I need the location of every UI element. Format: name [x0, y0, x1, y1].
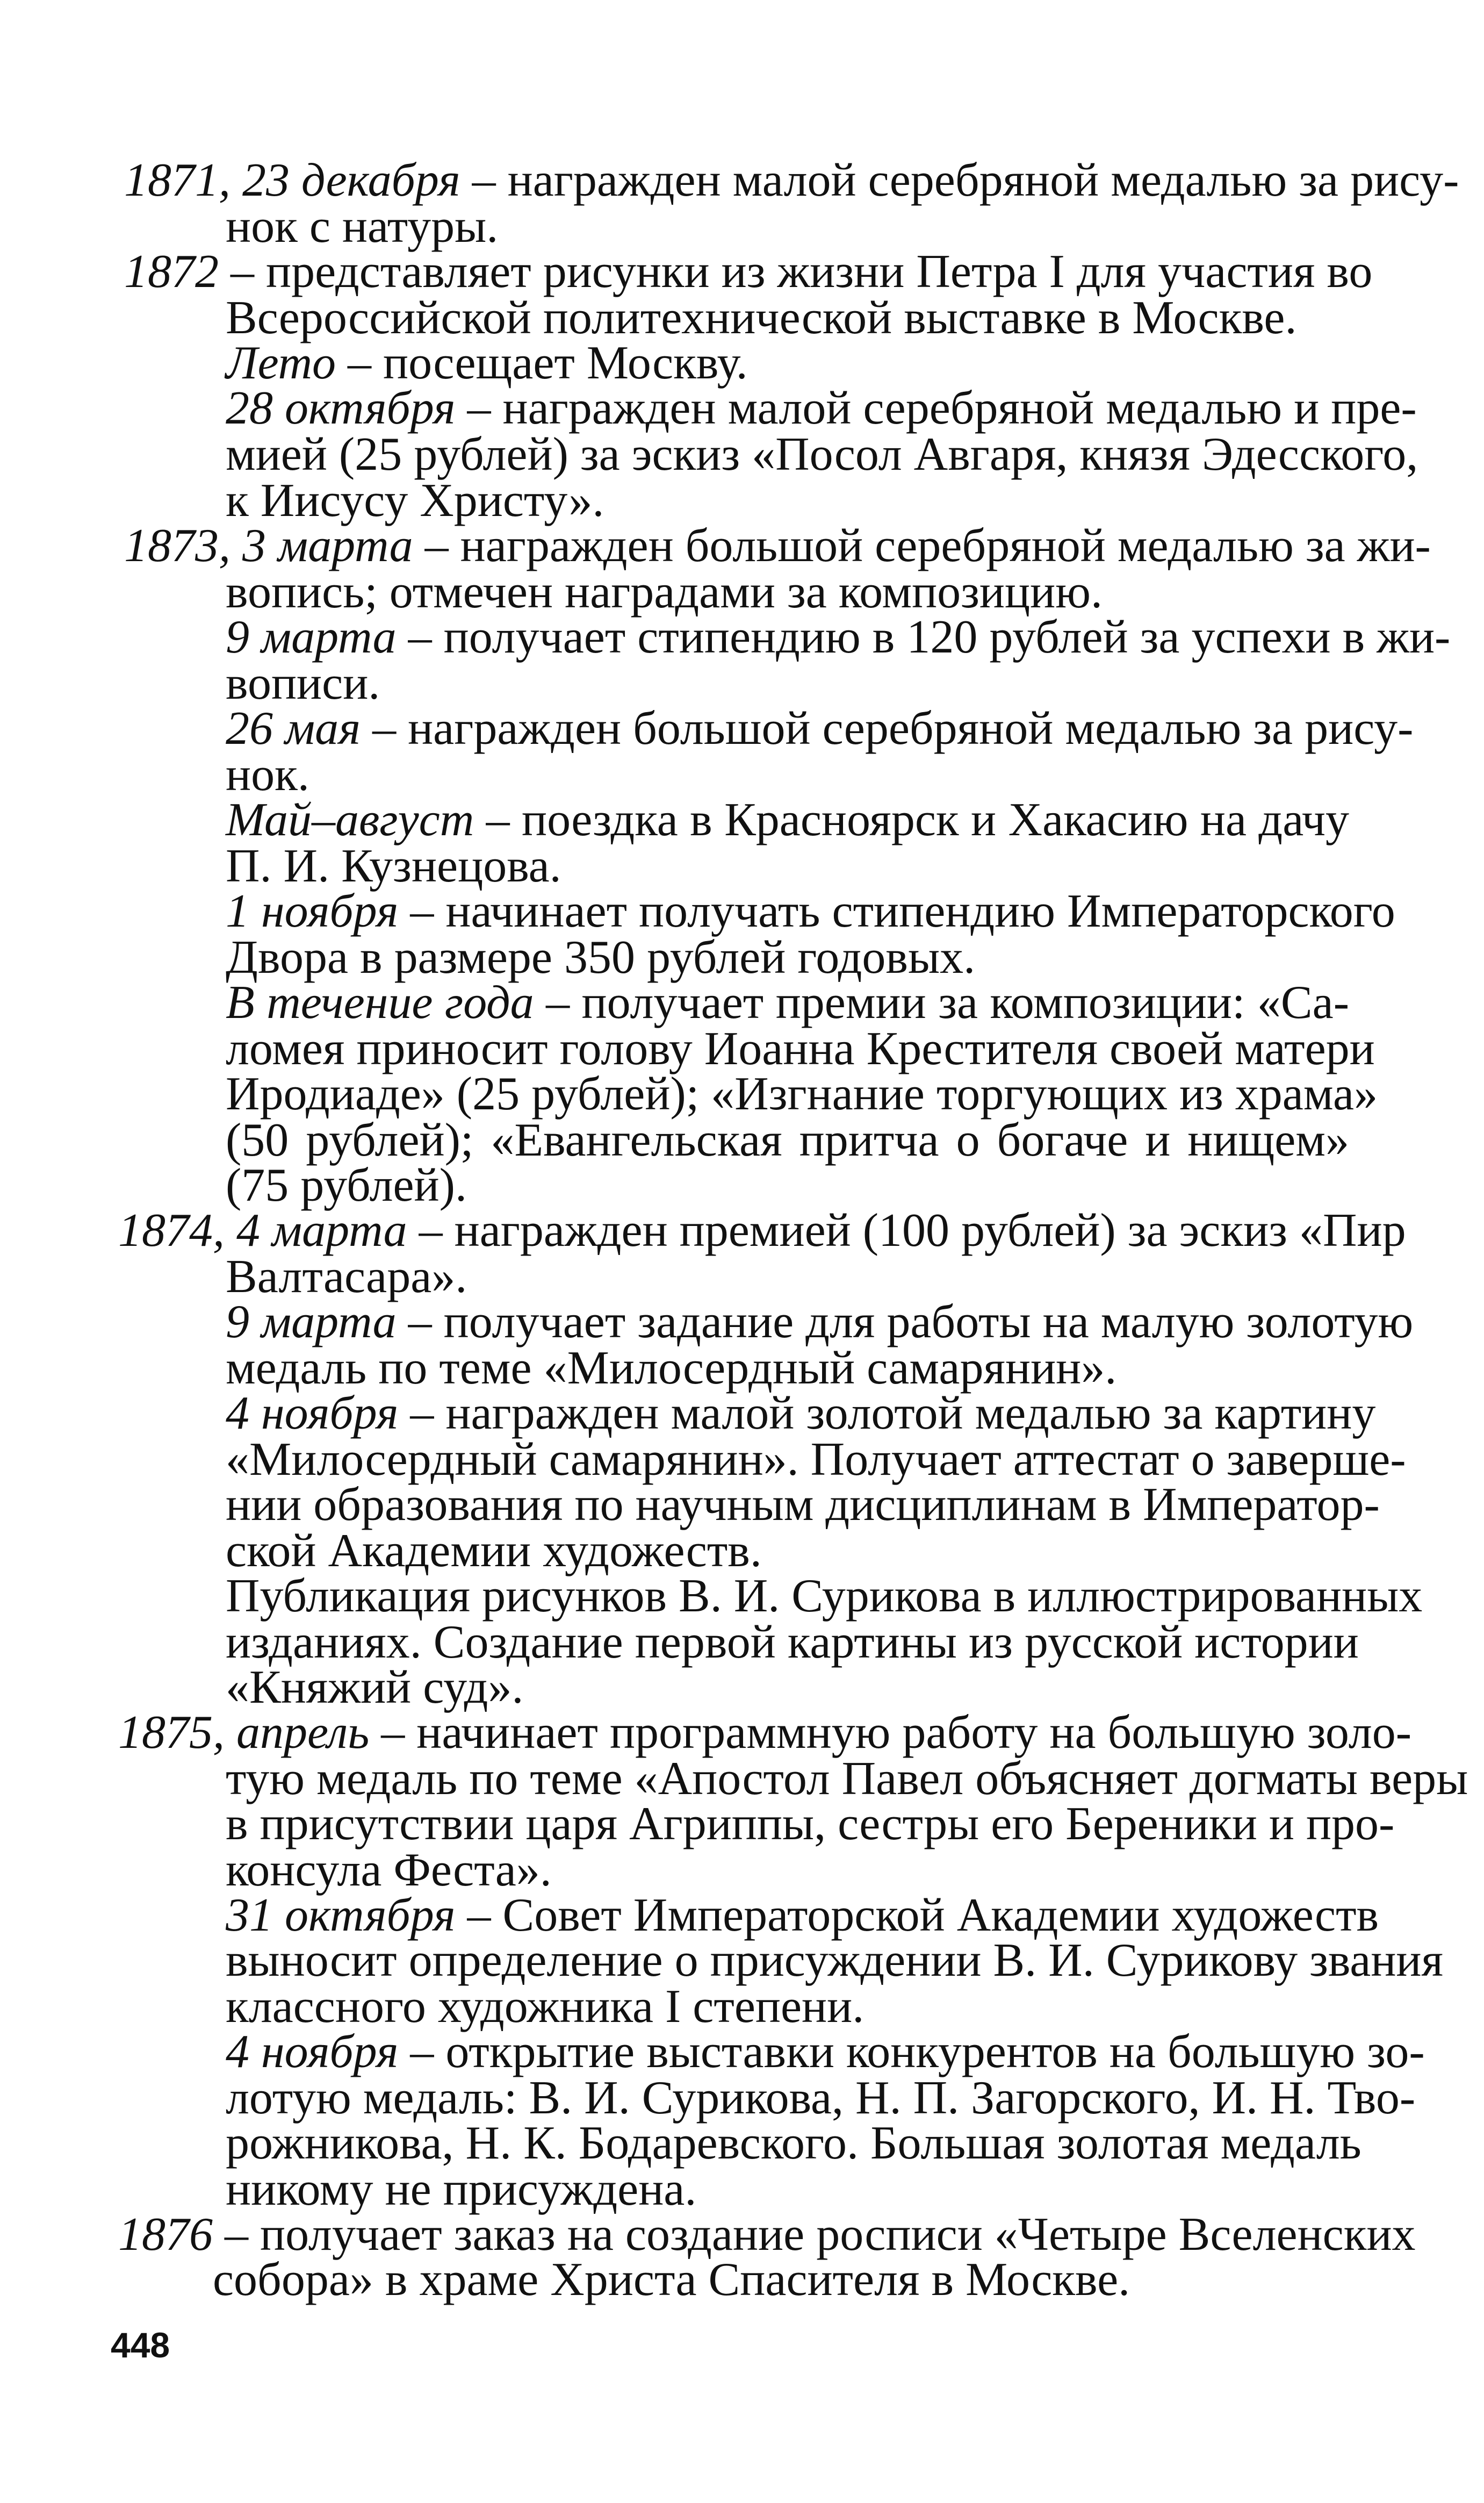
entry-line: 28 октября – награжден малой серебряной медалью и пре-	[226, 382, 1417, 434]
entry-date: 9 марта	[226, 611, 397, 663]
entry-line: лотую медаль: В. И. Сурикова, Н. П. Загорского, И. Н. Тво-	[226, 2072, 1416, 2124]
entry-line: Май–август – поездка в Красноярск и Хакасию на дачу	[226, 794, 1349, 846]
entry-line: 1873, 3 марта – награжден большой серебряной медалью за жи-	[124, 520, 1431, 572]
entry-line: 9 марта – получает задание для работы на малую золотую	[226, 1296, 1414, 1348]
entry-line: рожникова, Н. К. Бодаревского. Большая золотая медаль	[226, 2117, 1361, 2169]
entry-line: собора» в храме Христа Спасителя в Москве.	[213, 2254, 1130, 2306]
entry-line: П. И. Кузнецова.	[226, 840, 561, 892]
entry-line: 1875, апрель – начинает программную работу на большую золо-	[118, 1706, 1411, 1759]
entry-line: в присутствии царя Агриппы, сестры его Береники и про-	[226, 1798, 1395, 1850]
entry-line: 1876 – получает заказ на создание росписи «Четыре Вселенских	[118, 2208, 1416, 2261]
entry-line: Двора в размере 350 рублей годовых.	[226, 931, 976, 984]
entry-line: нок с натуры.	[226, 200, 499, 253]
entry-line: «Милосердный самарянин». Получает аттестат о заверше-	[226, 1433, 1406, 1486]
entry-line: вопись; отмечен наградами за композицию.	[226, 566, 1103, 618]
entry-date: 1874, 4 марта	[118, 1204, 407, 1257]
entry-line: консула Феста».	[226, 1844, 552, 1896]
entry-date: 4 ноября	[226, 1387, 399, 1439]
entry-line: вописи.	[226, 657, 380, 709]
entry-date: 4 ноября	[226, 2026, 399, 2078]
entry-line: 9 марта – получает стипендию в 120 рублей за успехи в жи-	[226, 611, 1451, 663]
entry-line: тую медаль по теме «Апостол Павел объясняет догматы веры	[226, 1753, 1468, 1805]
entry-line: Публикация рисунков В. И. Сурикова в иллюстрированных	[226, 1570, 1423, 1622]
entry-line: «Княжий суд».	[226, 1661, 524, 1713]
entry-line: мией (25 рублей) за эскиз «Посол Авгаря, князя Эдесского,	[226, 428, 1418, 480]
entry-date: 9 марта	[226, 1296, 397, 1348]
entry-line: В течение года – получает премии за композиции: «Са-	[226, 977, 1349, 1029]
entry-date: 1872	[124, 246, 219, 298]
entry-line: ломея приносит голову Иоанна Крестителя своей матери	[226, 1023, 1375, 1075]
entry-date: 1 ноября	[226, 885, 399, 937]
entry-line: 4 ноября – открытие выставки конкурентов на большую зо-	[226, 2026, 1425, 2078]
entry-line: Валтасара».	[226, 1251, 467, 1303]
page-number: 448	[111, 2325, 170, 2365]
entry-date: 1875, апрель	[118, 1706, 370, 1759]
entry-date: 28 октября	[226, 382, 456, 434]
entry-line: Иродиаде» (25 рублей); «Изгнание торгующих из храма»	[226, 1068, 1378, 1120]
entry-line: нии образования по научным дисциплинам в Император-	[226, 1479, 1380, 1531]
entry-line: выносит определение о присуждении В. И. Сурикову звания	[226, 1934, 1443, 1986]
entry-line: 1 ноября – начинает получать стипендию Императорского	[226, 885, 1395, 937]
entry-line: 1871, 23 декабря – награжден малой серебряной медалью за рису-	[124, 154, 1459, 206]
entry-line: Лето – посещает Москву.	[226, 337, 748, 389]
entry-line: классного художника I степени.	[226, 1981, 865, 2033]
entry-date: 1876	[118, 2208, 213, 2261]
entry-line: 1872 – представляет рисунки из жизни Петра I для участия во	[124, 246, 1373, 298]
entry-line: к Иисусу Христу».	[226, 475, 604, 527]
entry-date: В течение года	[226, 977, 534, 1029]
entry-date: Лето	[226, 337, 336, 389]
entry-line: изданиях. Создание первой картины из русской истории	[226, 1616, 1359, 1668]
entry-date: 31 октября	[226, 1889, 456, 1941]
entry-line: 31 октября – Совет Императорской Академии художеств	[226, 1889, 1379, 1941]
entry-date: Май–август	[226, 794, 474, 846]
entry-line: ской Академии художеств.	[226, 1525, 762, 1577]
entry-line: нок.	[226, 749, 309, 801]
entry-line: (50 рублей); «Евангельская притча о богаче и нищем»	[226, 1114, 1349, 1166]
entry-line: медаль по теме «Милосердный самарянин».	[226, 1342, 1117, 1394]
entry-date: 1871, 23 декабря	[124, 154, 460, 206]
entry-date: 26 мая	[226, 702, 361, 755]
entry-line: 26 мая – награжден большой серебряной медалью за рису-	[226, 702, 1414, 755]
entry-line: (75 рублей).	[226, 1159, 467, 1211]
entry-line: Всероссийской политехнической выставке в Москве.	[226, 292, 1297, 344]
entry-line: никому не присуждена.	[226, 2163, 697, 2215]
entry-line: 4 ноября – награжден малой золотой медалью за картину	[226, 1387, 1376, 1439]
entry-date: 1873, 3 марта	[124, 520, 413, 572]
entry-line: 1874, 4 марта – награжден премией (100 рублей) за эскиз «Пир	[118, 1204, 1406, 1257]
